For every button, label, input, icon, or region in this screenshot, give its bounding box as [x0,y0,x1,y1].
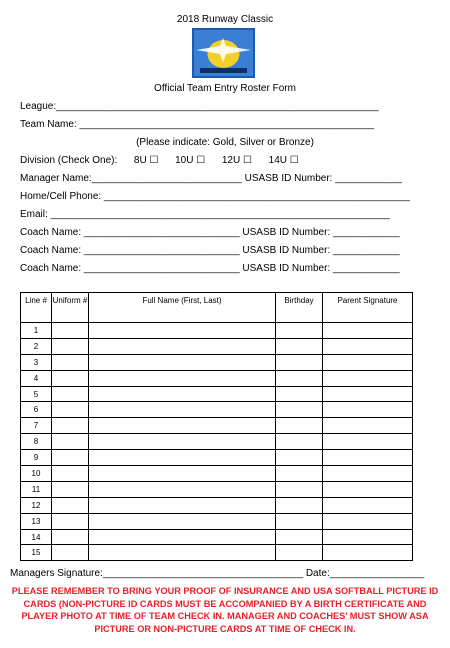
table-row [21,434,413,450]
row-birthday-cell[interactable] [276,434,323,450]
coach-field-2[interactable]: Coach Name: ____________________________ USASB ID Number: ____________ [20,245,400,256]
row-parent-signature-cell[interactable] [323,338,413,354]
row-line-number: 15 [21,545,52,561]
row-line-number: 10 [21,466,52,482]
row-birthday-cell[interactable] [276,513,323,529]
row-parent-signature-cell[interactable] [323,529,413,545]
tournament-logo [192,28,255,78]
row-birthday-cell[interactable] [276,370,323,386]
roster-body [21,323,413,561]
row-birthday-cell[interactable] [276,354,323,370]
row-parent-signature-cell[interactable] [323,497,413,513]
roster-header-row [21,293,413,323]
row-line-number: 11 [21,481,52,497]
email-field[interactable]: Email: _____________________________________________________________ [20,209,390,220]
row-parent-signature-cell[interactable] [323,386,413,402]
row-parent-signature-cell[interactable] [323,450,413,466]
row-line-number: 2 [21,338,52,354]
row-uniform-cell[interactable] [52,402,89,418]
row-line-number: 13 [21,513,52,529]
row-parent-signature-cell[interactable] [323,481,413,497]
table-row [21,323,413,339]
row-parent-signature-cell[interactable] [323,545,413,561]
row-parent-signature-cell[interactable] [323,370,413,386]
header-uniform: Uniform # [52,293,89,323]
row-birthday-cell[interactable] [276,466,323,482]
row-name-cell[interactable] [89,370,276,386]
row-name-cell[interactable] [89,545,276,561]
table-row [21,481,413,497]
row-birthday-cell[interactable] [276,386,323,402]
row-uniform-cell[interactable] [52,323,89,339]
insurance-notice: PLEASE REMEMBER TO BRING YOUR PROOF OF INSURANCE AND USA SOFTBALL PICTURE ID CARDS (NON-PICTURE ID CARDS MUST BE ACCOMPANIED BY A BIRTH CERTIFICATE AND PLAYER PHOTO AT TIME OF TEAM CHECK IN. MANAGER AND COACHES’ MUST SHOW ASA PICTURE OR NON-PICTURE CARDS AT TIME OF CHECK IN. [11,586,439,634]
row-uniform-cell[interactable] [52,434,89,450]
table-row [21,354,413,370]
row-birthday-cell[interactable] [276,545,323,561]
row-name-cell[interactable] [89,513,276,529]
row-birthday-cell[interactable] [276,418,323,434]
row-name-cell[interactable] [89,386,276,402]
row-parent-signature-cell[interactable] [323,354,413,370]
row-birthday-cell[interactable] [276,338,323,354]
table-row [21,529,413,545]
row-name-cell[interactable] [89,402,276,418]
row-birthday-cell[interactable] [276,481,323,497]
row-uniform-cell[interactable] [52,386,89,402]
coach-field-3[interactable]: Coach Name: ____________________________ USASB ID Number: ____________ [20,263,400,274]
manager-signature-line[interactable]: Managers Signature:____________________________________ Date:_________________ [10,568,425,579]
header-full-name: Full Name (First, Last) [89,293,276,323]
table-row [21,545,413,561]
row-name-cell[interactable] [89,434,276,450]
row-uniform-cell[interactable] [52,354,89,370]
row-name-cell[interactable] [89,497,276,513]
row-birthday-cell[interactable] [276,450,323,466]
table-row [21,338,413,354]
row-uniform-cell[interactable] [52,466,89,482]
row-name-cell[interactable] [89,338,276,354]
row-parent-signature-cell[interactable] [323,402,413,418]
row-name-cell[interactable] [89,450,276,466]
table-row [21,466,413,482]
row-line-number: 6 [21,402,52,418]
row-name-cell[interactable] [89,466,276,482]
row-line-number: 1 [21,323,52,339]
level-instruction: (Please indicate: Gold, Silver or Bronze) [136,137,314,148]
row-line-number: 12 [21,497,52,513]
table-row [21,402,413,418]
row-uniform-cell[interactable] [52,481,89,497]
row-parent-signature-cell[interactable] [323,434,413,450]
row-name-cell[interactable] [89,418,276,434]
table-row [21,370,413,386]
table-row [21,418,413,434]
roster-table [20,292,413,561]
row-uniform-cell[interactable] [52,529,89,545]
table-row [21,450,413,466]
row-name-cell[interactable] [89,529,276,545]
row-uniform-cell[interactable] [52,418,89,434]
manager-field[interactable]: Manager Name:___________________________ USASB ID Number: ____________ [20,173,402,184]
row-name-cell[interactable] [89,323,276,339]
row-line-number: 8 [21,434,52,450]
row-uniform-cell[interactable] [52,513,89,529]
row-uniform-cell[interactable] [52,370,89,386]
row-birthday-cell[interactable] [276,497,323,513]
coach-field-1[interactable]: Coach Name: ____________________________ USASB ID Number: ____________ [20,227,400,238]
event-title: 2018 Runway Classic [176,14,274,25]
row-birthday-cell[interactable] [276,529,323,545]
row-parent-signature-cell[interactable] [323,323,413,339]
header-birthday: Birthday [276,293,323,323]
row-line-number: 9 [21,450,52,466]
team-name-field[interactable]: Team Name: _____________________________________________________ [20,119,375,130]
row-parent-signature-cell[interactable] [323,418,413,434]
row-name-cell[interactable] [89,354,276,370]
row-uniform-cell[interactable] [52,450,89,466]
table-row [21,513,413,529]
row-parent-signature-cell[interactable] [323,513,413,529]
league-field[interactable]: League:__________________________________________________________ [20,101,379,112]
row-uniform-cell[interactable] [52,497,89,513]
row-line-number: 3 [21,354,52,370]
row-birthday-cell[interactable] [276,402,323,418]
table-row [21,497,413,513]
header-parent-signature: Parent Signature [323,293,413,323]
row-uniform-cell[interactable] [52,338,89,354]
row-line-number: 4 [21,370,52,386]
row-uniform-cell[interactable] [52,545,89,561]
row-line-number: 14 [21,529,52,545]
row-name-cell[interactable] [89,481,276,497]
row-parent-signature-cell[interactable] [323,466,413,482]
header-line: Line # [21,293,52,323]
row-line-number: 5 [21,386,52,402]
form-title: Official Team Entry Roster Form [154,83,296,94]
division-checkboxes[interactable]: Division (Check One): 8U ☐ 10U ☐ 12U ☐ 14U ☐ [20,155,299,166]
home-phone-field[interactable]: Home/Cell Phone: _______________________________________________________ [20,191,410,202]
table-row [21,386,413,402]
row-birthday-cell[interactable] [276,323,323,339]
row-line-number: 7 [21,418,52,434]
